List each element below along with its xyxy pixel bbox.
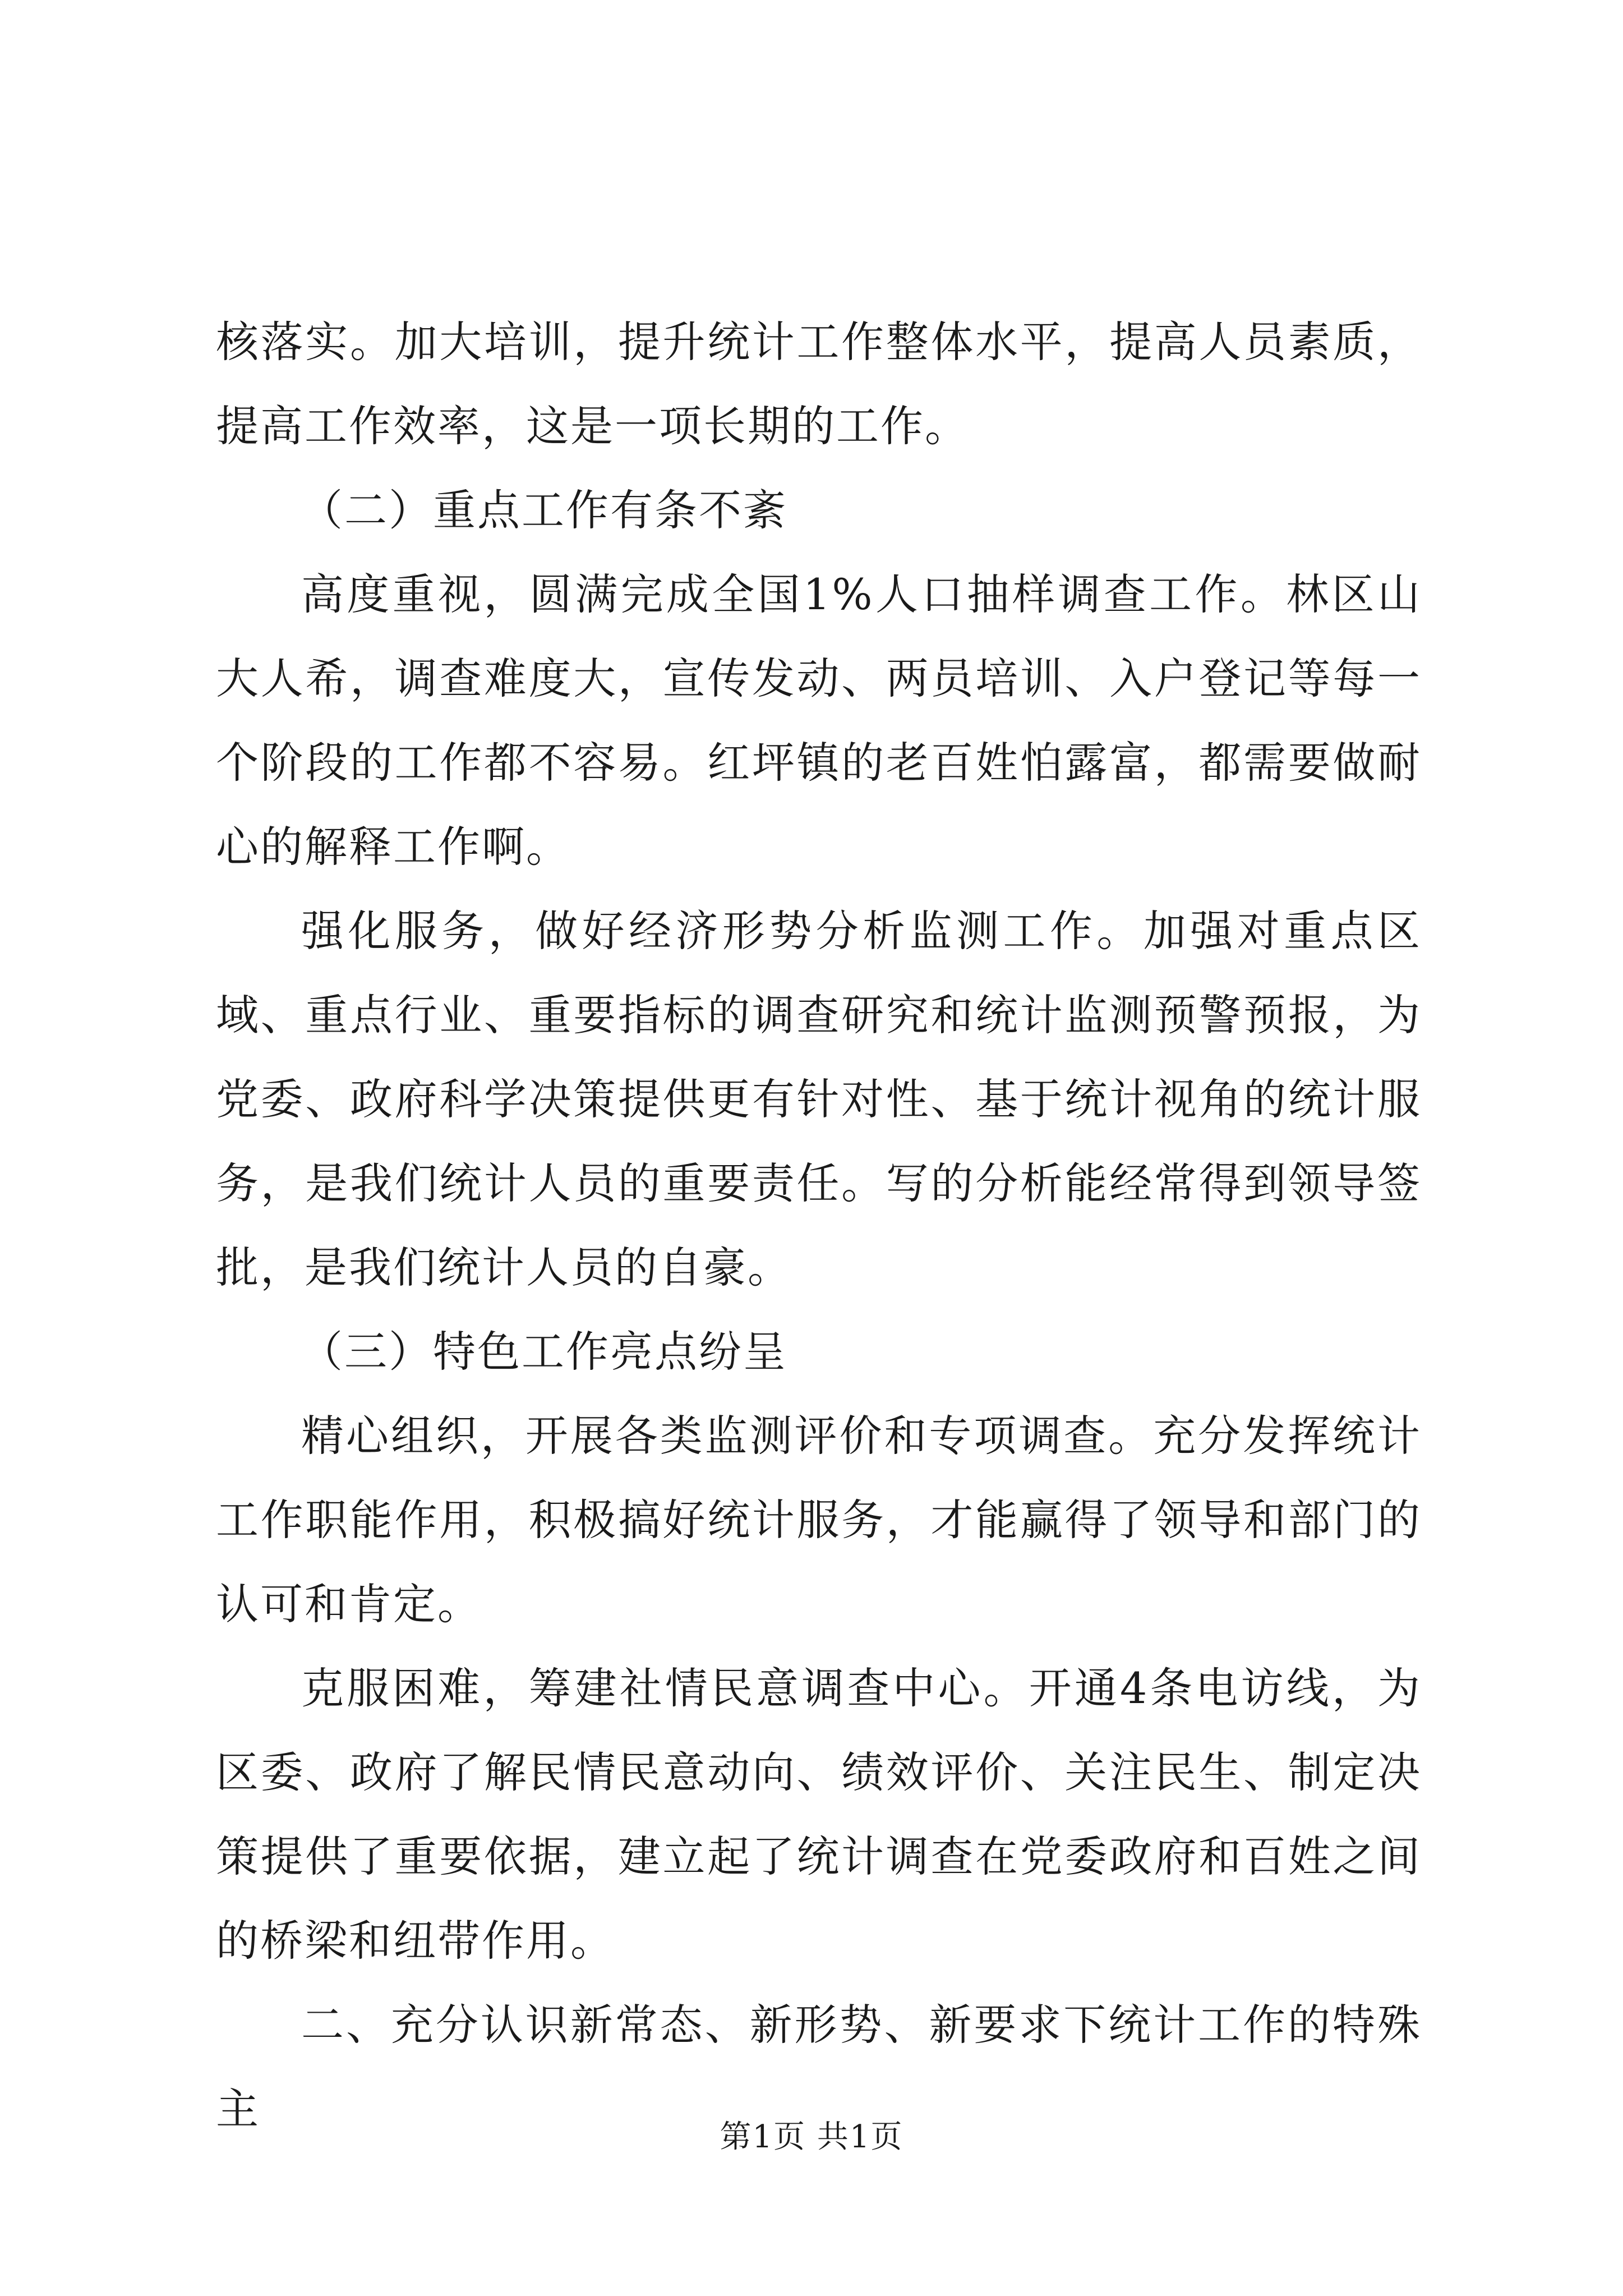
paragraph: 强化服务，做好经济形势分析监测工作。加强对重点区域、重点行业、重要指标的调查研究和统计监测预警预报，为党委、政府科学决策提供更有针对性、基于统计视角的统计服务，是我们统计人员的重要责任。写的分析能经常得到领导签批，是我们统计人员的自豪。 <box>216 906 1422 1292</box>
section-heading: （二）重点工作有条不紊 <box>300 485 787 535</box>
paragraph: 核落实。加大培训，提升统计工作整体水平，提高人员素质，提高工作效率，这是一项长期的工作。 <box>216 317 1422 451</box>
paragraph: 二、充分认识新常态、新形势、新要求下统计工作的特殊主 <box>216 2000 1422 2134</box>
page-footer: 第1页 共1页 <box>720 2119 903 2155</box>
document-body <box>216 300 1422 2151</box>
paragraph: 高度重视，圆满完成全国1%人口抽样调查工作。林区山大人希，调查难度大，宣传发动、两员培训、入户登记等每一个阶段的工作都不容易。红坪镇的老百姓怕露富，都需要做耐心的解释工作啊。 <box>216 569 1422 872</box>
paragraph: 精心组织，开展各类监测评价和专项调查。充分发挥统计工作职能作用，积极搞好统计服务，才能赢得了领导和部门的认可和肯定。 <box>216 1411 1422 1629</box>
section-heading: （三）特色工作亮点纷呈 <box>300 1327 787 1377</box>
paragraph: 克服困难，筹建社情民意调查中心。开通4条电访线，为区委、政府了解民情民意动向、绩效评价、关注民生、制定决策提供了重要依据，建立起了统计调查在党委政府和百姓之间的桥梁和纽带作用。 <box>216 1663 1422 1966</box>
